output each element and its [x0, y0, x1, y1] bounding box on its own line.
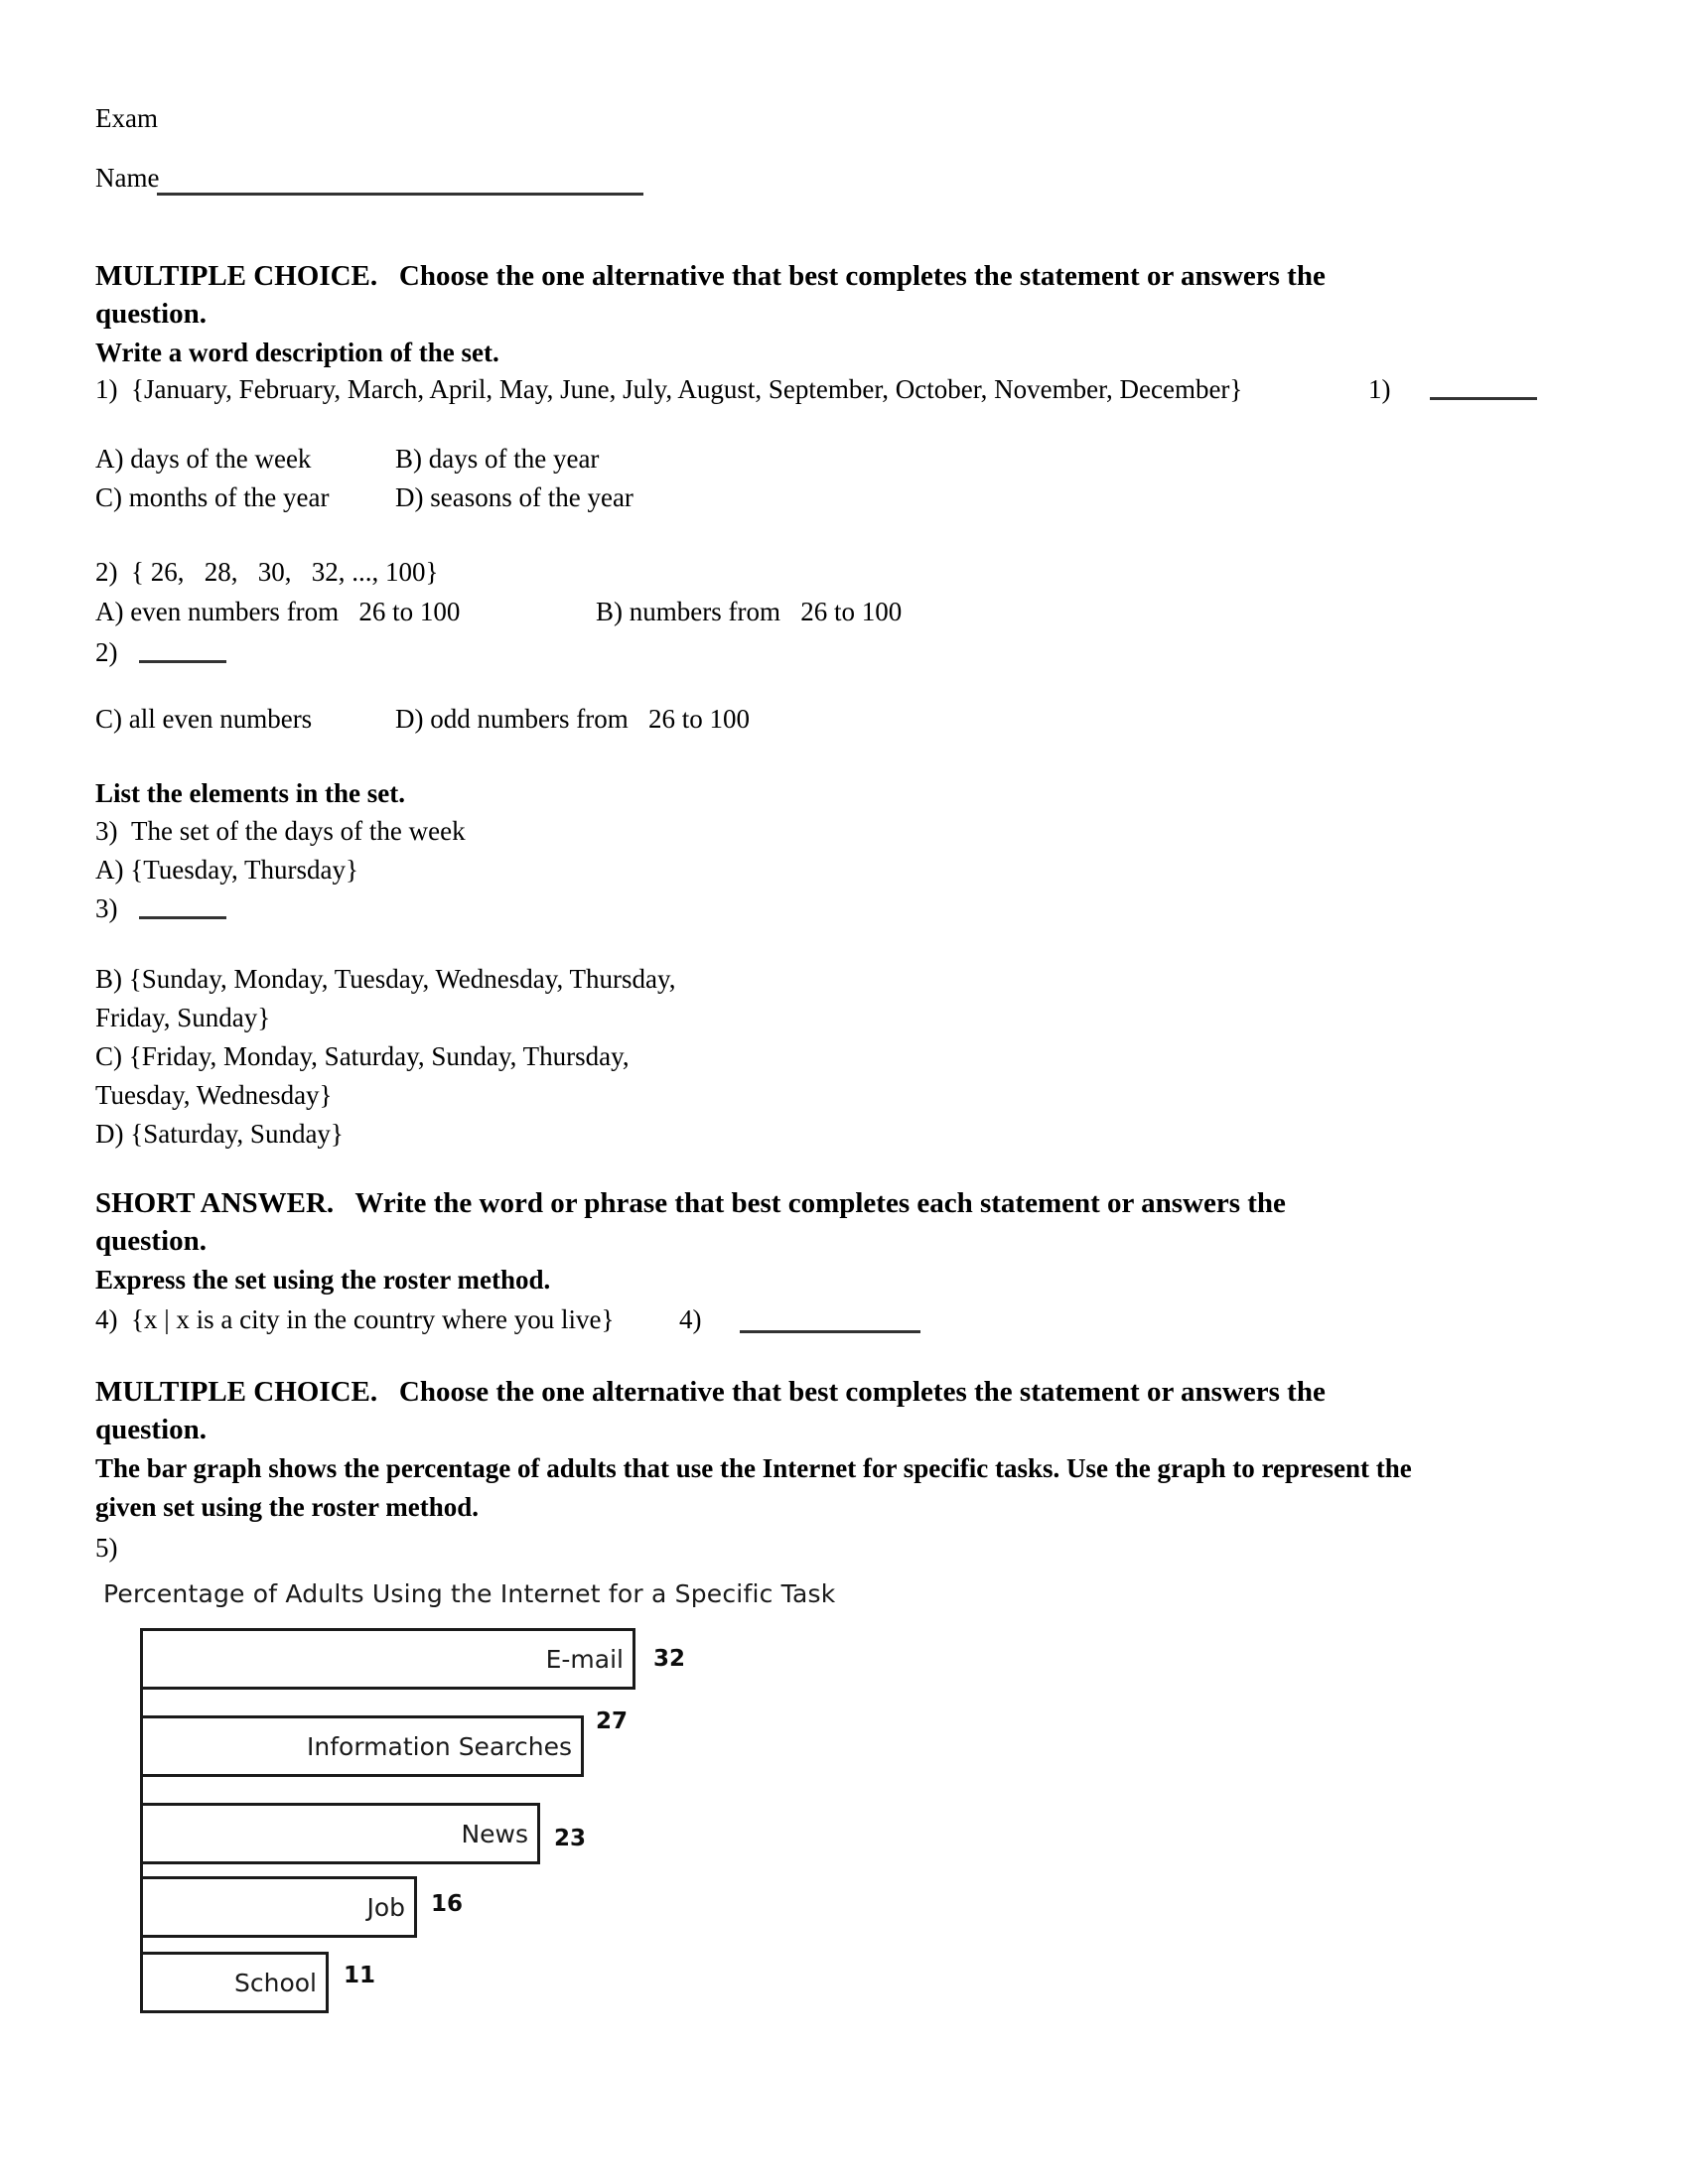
question-5-number: 5) — [95, 1533, 118, 1563]
bar-value-news: 23 — [554, 1826, 587, 1851]
bar-label-news: News — [461, 1819, 528, 1848]
bar-label-job: Job — [366, 1892, 405, 1922]
question-2-number: 2) — [95, 557, 118, 587]
direction-list-elements: List the elements in the set. — [95, 778, 405, 808]
question-1-number: 1) — [95, 374, 118, 404]
bar-value-school: 11 — [344, 1963, 376, 1988]
question-3-choice-c[interactable]: C) {Friday, Monday, Saturday, Sunday, Thursday, — [95, 1041, 630, 1071]
direction-write-word-description: Write a word description of the set. — [95, 338, 499, 367]
short-answer-heading: SHORT ANSWER. Write the word or phrase that best completes each statement or answers the — [95, 1187, 1286, 1219]
question-3-choice-b-continuation[interactable]: Friday, Sunday} — [95, 1003, 271, 1032]
bar-information-searches[interactable] — [140, 1715, 584, 1777]
name-label: Name — [95, 163, 160, 193]
question-1-choice-c[interactable]: C) months of the year — [95, 482, 330, 512]
question-3-choice-a[interactable]: A) {Tuesday, Thursday} — [95, 855, 358, 885]
question-2-choice-c[interactable]: C) all even numbers — [95, 704, 313, 734]
question-2-answer-tag: 2) — [95, 637, 118, 667]
direction-express-roster: Express the set using the roster method. — [95, 1265, 551, 1295]
bar-value-job: 16 — [431, 1891, 464, 1917]
question-4-number: 4) — [95, 1304, 118, 1334]
question-1-choice-a[interactable]: A) days of the week — [95, 444, 312, 474]
bar-label-school: School — [234, 1968, 317, 1997]
question-1-choice-b[interactable]: B) days of the year — [395, 444, 600, 474]
bar-job[interactable] — [140, 1876, 417, 1938]
exam-label: Exam — [95, 103, 158, 133]
question-3-choice-d[interactable]: D) {Saturday, Sunday} — [95, 1119, 344, 1149]
mc-heading-1-continuation: question. — [95, 298, 208, 330]
short-answer-heading-continuation: question. — [95, 1225, 208, 1257]
question-2-stem: { 26, 28, 30, 32, ..., 100} — [131, 557, 439, 587]
bar-email[interactable] — [140, 1628, 635, 1690]
question-3-choice-b[interactable]: B) {Sunday, Monday, Tuesday, Wednesday, Thursday, — [95, 964, 676, 994]
question-3-choice-c-continuation[interactable]: Tuesday, Wednesday} — [95, 1080, 333, 1110]
question-2-choice-d[interactable]: D) odd numbers from 26 to 100 — [395, 704, 750, 734]
mc-heading-2: MULTIPLE CHOICE. Choose the one alternative that best completes the statement or answers the — [95, 1376, 1326, 1408]
question-1-stem: {January, February, March, April, May, June, July, August, September, October, November, December} — [131, 374, 1243, 404]
question-1-choice-d[interactable]: D) seasons of the year — [395, 482, 633, 512]
question-2-choice-a[interactable]: A) even numbers from 26 to 100 — [95, 597, 461, 626]
bar-label-email: E-mail — [545, 1644, 624, 1674]
bar-news[interactable] — [140, 1803, 540, 1864]
bar-value-information-searches: 27 — [596, 1708, 629, 1734]
question-2-choice-b[interactable]: B) numbers from 26 to 100 — [596, 597, 903, 626]
bar-label-information-searches: Information Searches — [307, 1731, 572, 1761]
direction-bar-graph-line2: given set using the roster method. — [95, 1492, 479, 1522]
question-3-number: 3) — [95, 816, 118, 846]
question-3-answer-tag: 3) — [95, 893, 118, 923]
question-3-stem: The set of the days of the week — [131, 816, 466, 846]
question-1-answer-tag: 1) — [1368, 374, 1391, 404]
question-4-answer-tag: 4) — [679, 1304, 702, 1334]
mc-heading-1: MULTIPLE CHOICE. Choose the one alternative that best completes the statement or answers the — [95, 260, 1326, 292]
bar-value-email: 32 — [653, 1646, 686, 1672]
chart-title: Percentage of Adults Using the Internet for a Specific Task — [103, 1579, 836, 1608]
bar-school[interactable] — [140, 1952, 329, 2013]
direction-bar-graph-line1: The bar graph shows the percentage of adults that use the Internet for specific tasks. Use the graph to represent the — [95, 1453, 1412, 1483]
question-4-stem: {x | x is a city in the country where you live} — [131, 1304, 615, 1334]
mc-heading-2-continuation: question. — [95, 1414, 208, 1445]
